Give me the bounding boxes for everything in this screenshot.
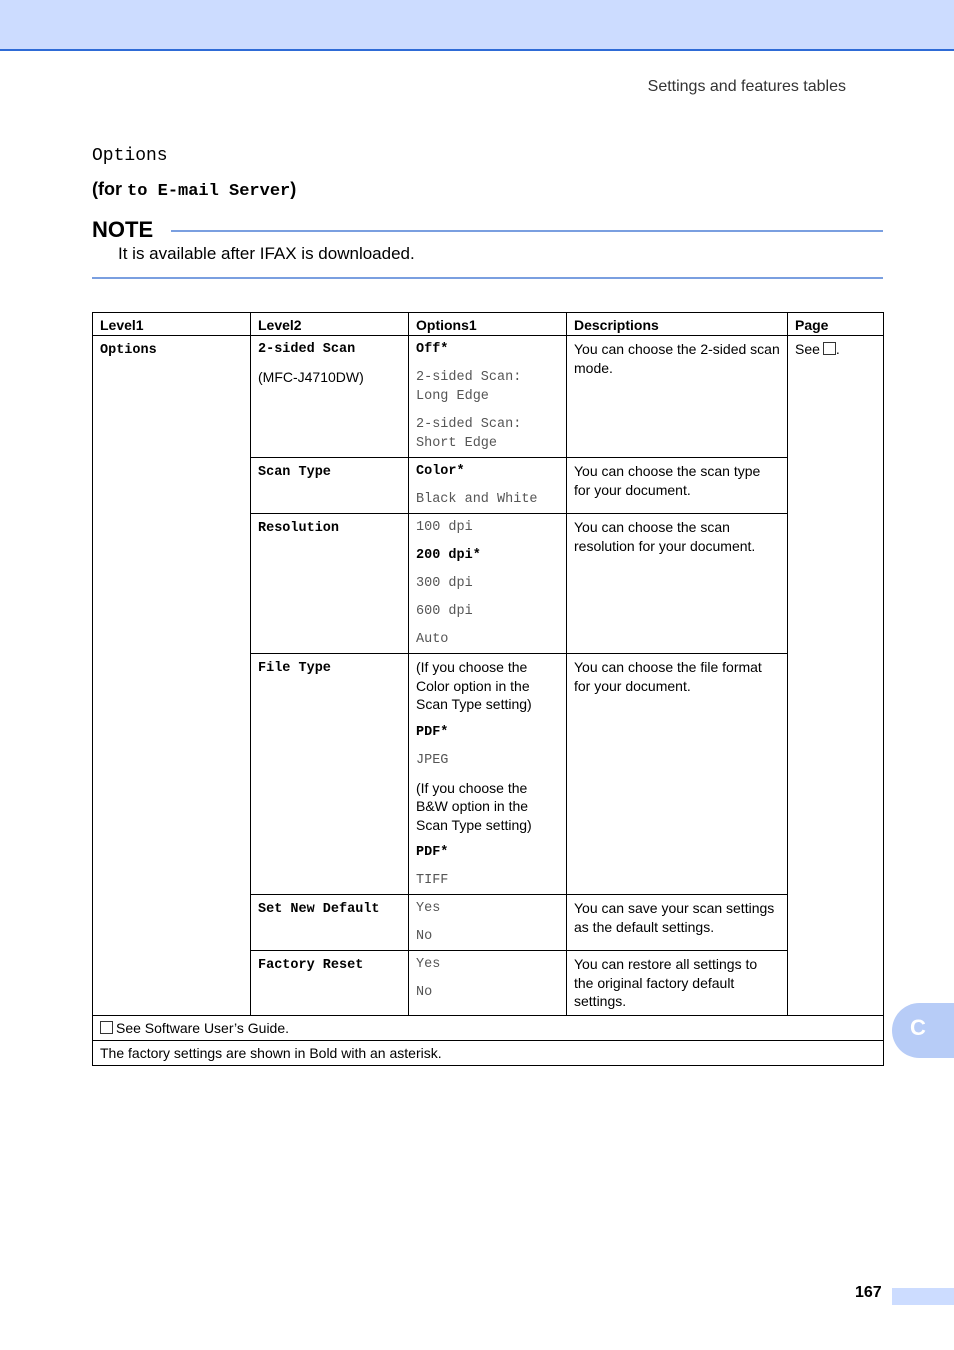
header-page: Page [788, 313, 884, 336]
option-item: Black and White [416, 492, 538, 507]
header-descriptions: Descriptions [567, 313, 788, 336]
header-options1: Options1 [409, 313, 567, 336]
section-subtitle [92, 179, 296, 201]
table-row [93, 336, 884, 458]
footnote-cell [93, 1015, 884, 1040]
option-item: PDF* [416, 724, 449, 740]
level2-label: Factory Reset [258, 958, 364, 973]
option-item: Yes [416, 957, 441, 972]
option-item: 600 dpi [416, 604, 473, 619]
option-item: 2-sided Scan: Long Edge [416, 370, 522, 404]
settings-table [92, 312, 884, 1066]
option-item: 300 dpi [416, 576, 473, 591]
header-level1: Level1 [93, 313, 251, 336]
footnote-row [93, 1015, 884, 1040]
description-cell: You can save your scan settings as the default settings. [567, 895, 788, 951]
table-header-row [93, 313, 884, 336]
note-rule-top [171, 230, 883, 232]
running-head: Settings and features tables [647, 78, 846, 95]
option-note: (If you choose the B&W option in the Scan Type setting) [416, 779, 532, 833]
level2-label: Set New Default [258, 902, 380, 917]
option-item: 200 dpi* [416, 548, 481, 563]
level2-label: Scan Type [258, 465, 331, 480]
option-item: TIFF [416, 873, 449, 888]
note-rule-bottom [92, 277, 883, 279]
subtitle-prefix: (for [92, 179, 122, 199]
page-ref-prefix: See [795, 341, 820, 357]
reference-square-icon [100, 1021, 113, 1034]
level2-cell [251, 458, 409, 514]
option-item: Color* [416, 464, 465, 479]
level2-cell [251, 654, 409, 895]
section-title: Options [92, 146, 168, 166]
level1-label: Options [100, 343, 157, 358]
level2-cell [251, 514, 409, 654]
page-ref-suffix: . [835, 341, 840, 357]
header-band [0, 0, 954, 51]
option-item: 100 dpi [416, 520, 473, 535]
options-cell [409, 514, 567, 654]
description-cell: You can choose the file format for your document. [567, 654, 788, 895]
footnote-row [93, 1040, 884, 1065]
description-cell: You can choose the 2-sided scan mode. [567, 336, 788, 458]
option-item: No [416, 929, 433, 944]
options-cell [409, 895, 567, 951]
page-number: 167 [855, 1284, 882, 1301]
level2-label: Resolution [258, 521, 340, 536]
options-cell [409, 951, 567, 1016]
subtitle-suffix: ) [290, 179, 297, 199]
chapter-tab[interactable] [892, 1003, 954, 1058]
level2-label: 2-sided Scan [258, 342, 356, 357]
subtitle-code: to E-mail Server [127, 182, 291, 201]
description-cell: You can restore all settings to the original factory default settings. [567, 951, 788, 1016]
option-item: Auto [416, 632, 449, 647]
level2-cell [251, 951, 409, 1016]
option-item: 2-sided Scan: Short Edge [416, 417, 522, 451]
description-cell: You can choose the scan type for your document. [567, 458, 788, 514]
footer-bar [892, 1288, 954, 1305]
options-cell [409, 654, 567, 895]
reference-square-icon [823, 342, 836, 355]
footnote-text: See Software User’s Guide. [116, 1019, 290, 1036]
option-item: Off* [416, 342, 449, 357]
options-cell [409, 458, 567, 514]
options-cell [409, 336, 567, 458]
note-heading: NOTE [92, 217, 154, 242]
chapter-letter: C [910, 1015, 926, 1040]
option-item: PDF* [416, 845, 449, 860]
description-cell: You can choose the scan resolution for your document. [567, 514, 788, 654]
page-cell [788, 336, 884, 1016]
level2-label: File Type [258, 661, 331, 676]
option-note: (If you choose the Color option in the Scan Type setting) [416, 659, 532, 712]
note-text: It is available after IFAX is downloaded. [118, 244, 415, 263]
level2-note: (MFC-J4710DW) [258, 369, 364, 385]
option-item: Yes [416, 901, 441, 916]
level1-cell [93, 336, 251, 1016]
level2-cell [251, 895, 409, 951]
option-item: No [416, 985, 433, 1000]
option-item: JPEG [416, 752, 449, 768]
header-level2: Level2 [251, 313, 409, 336]
level2-cell [251, 336, 409, 458]
footnote-cell: The factory settings are shown in Bold with an asterisk. [93, 1040, 884, 1065]
